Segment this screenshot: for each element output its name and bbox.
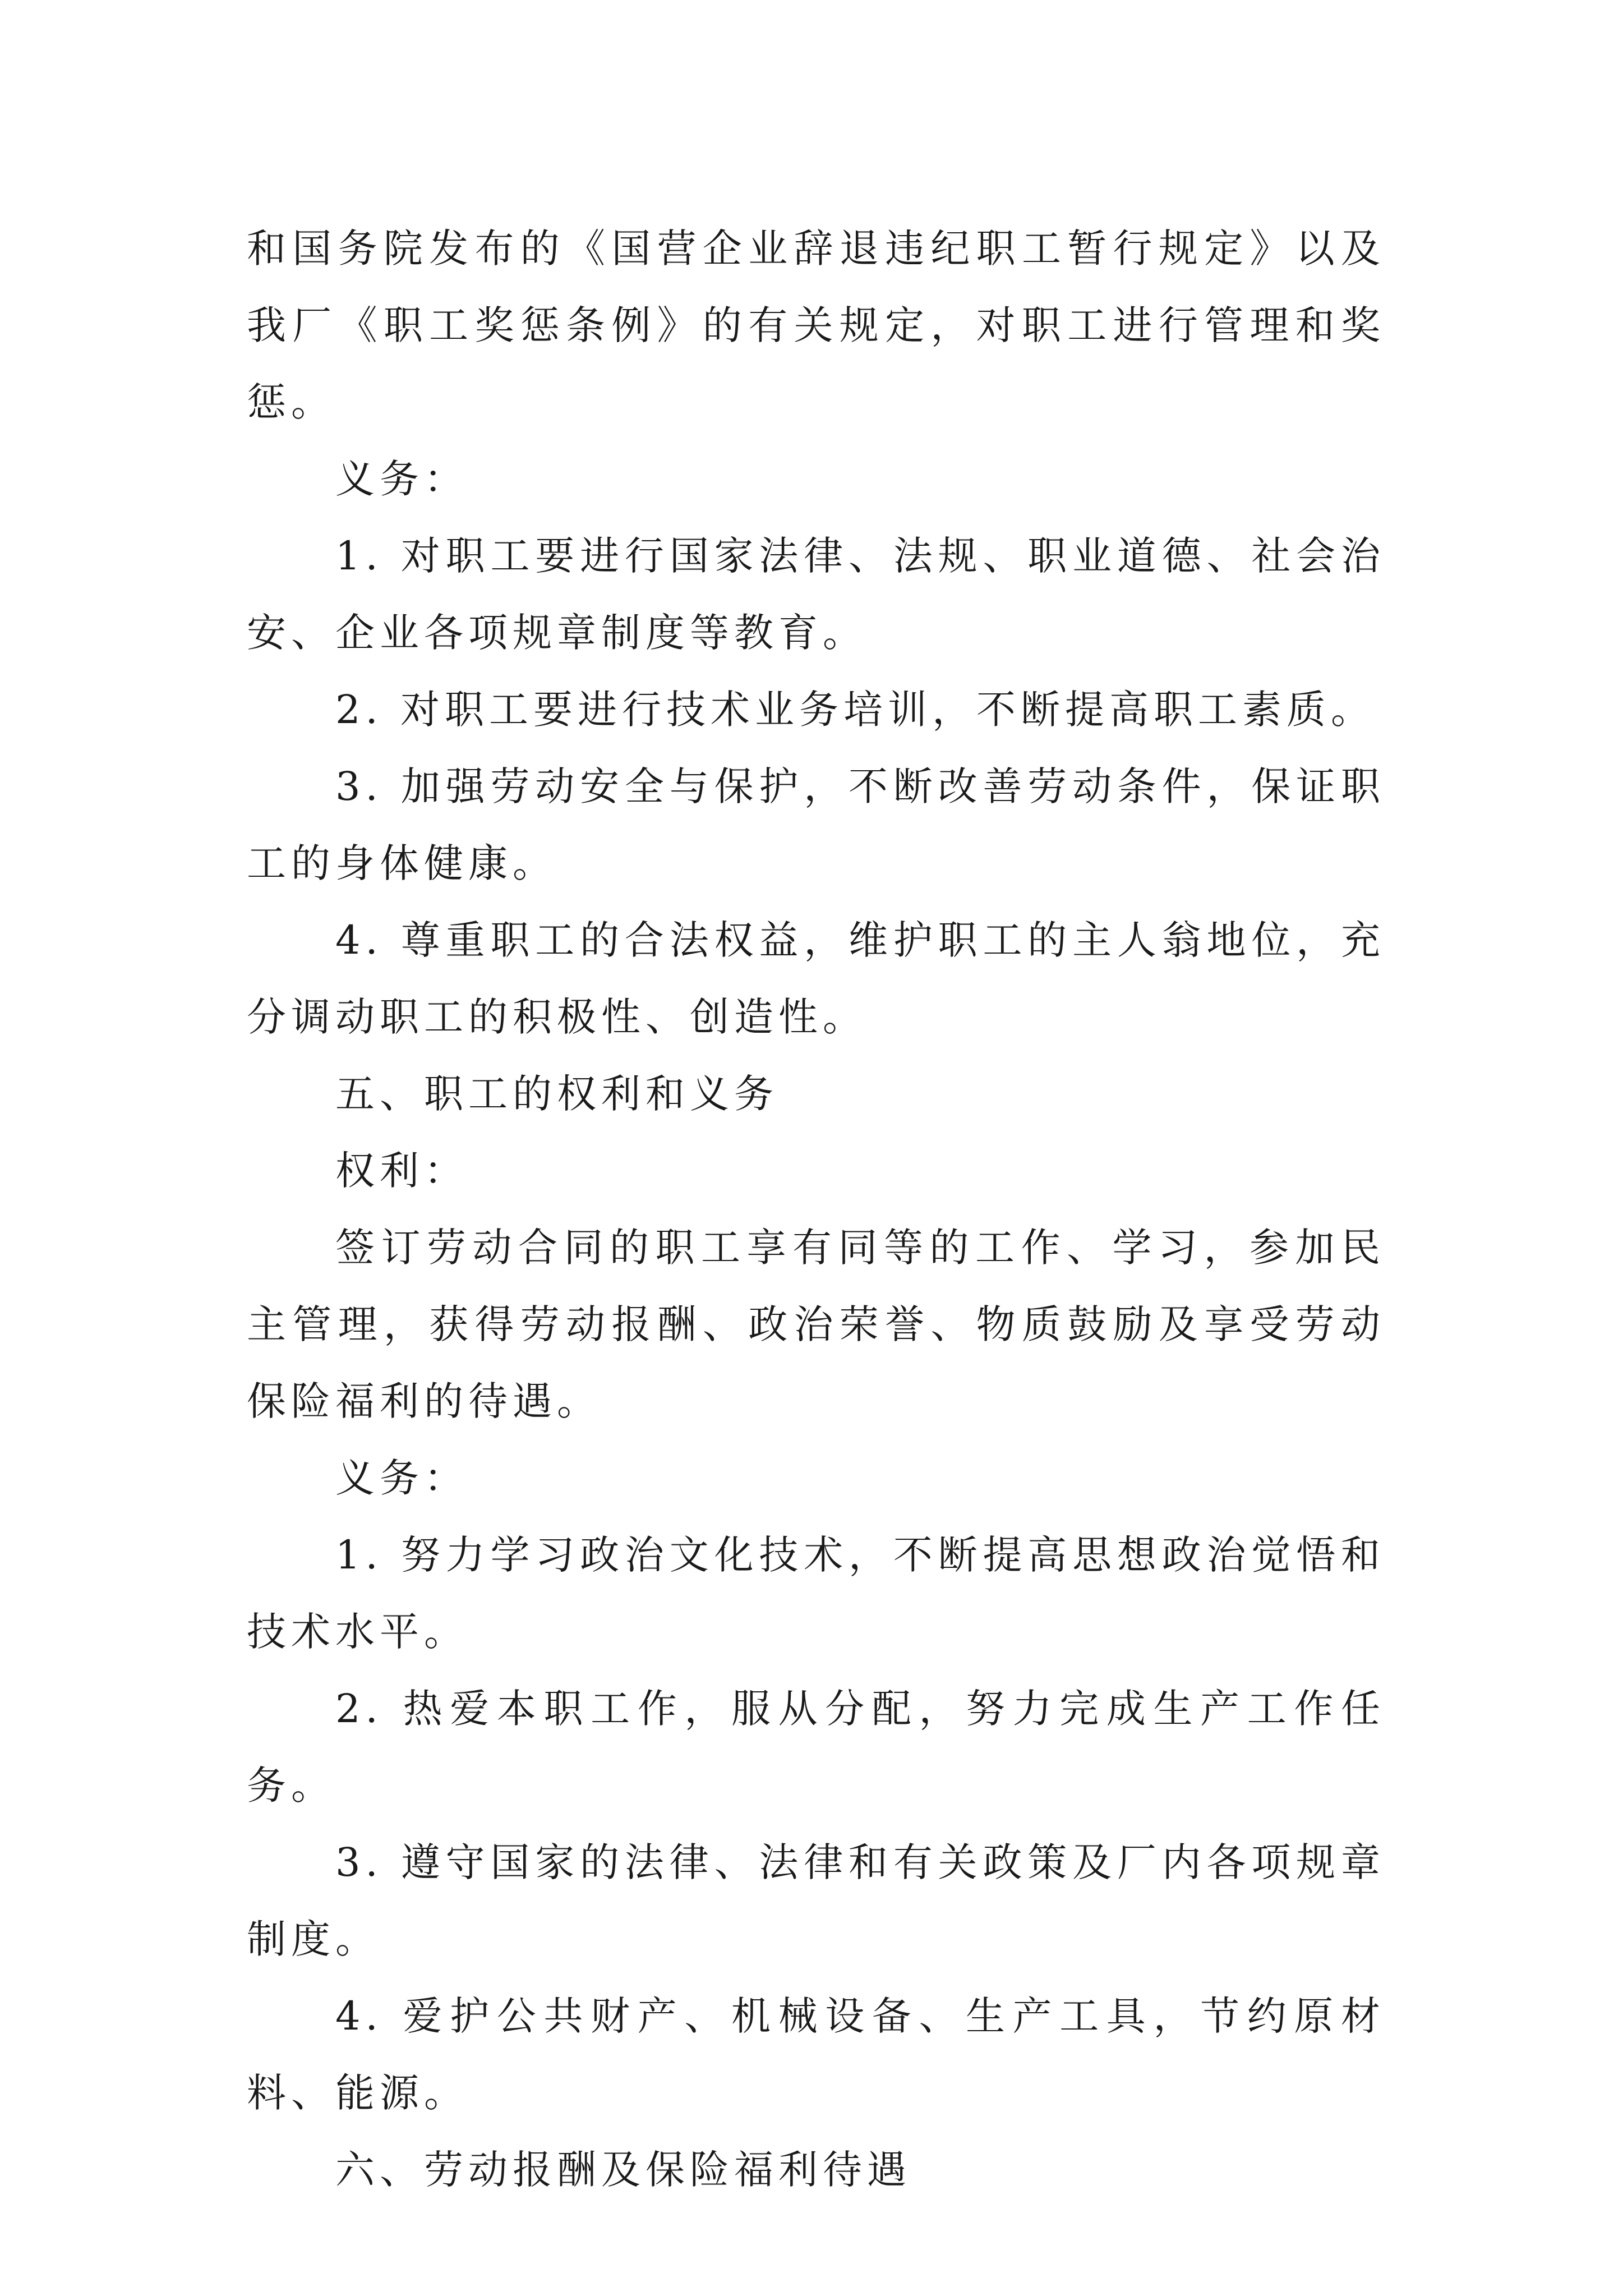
heading-worker-rights: 权利： — [335, 1148, 468, 1194]
employer-duty-2: 2. 对职工要进行技术业务培训，不断提高职工素质。 — [335, 687, 1376, 733]
worker-duty-1: 1. 努力学习政治文化技术，不断提高思想政治觉悟和技术水平。 — [247, 1532, 1385, 1655]
section-heading-5: 五、职工的权利和义务 — [335, 1071, 778, 1117]
document-body — [247, 210, 1385, 2208]
worker-rights-text: 签订劳动合同的职工享有同等的工作、学习，参加民主管理，获得劳动报酬、政治荣誉、物质鼓励及享受劳动保险福利的待遇。 — [247, 1225, 1385, 1424]
paragraph-continuation: 和国务院发布的《国营企业辞退违纪职工暂行规定》以及我厂《职工奖惩条例》的有关规定，对职工进行管理和奖惩。 — [247, 226, 1385, 425]
worker-duty-4: 4. 爱护公共财产、机械设备、生产工具，节约原材料、能源。 — [247, 1993, 1385, 2116]
employer-duty-4: 4. 尊重职工的合法权益，维护职工的主人翁地位，充分调动职工的积极性、创造性。 — [247, 917, 1385, 1040]
worker-duty-2: 2. 热爱本职工作，服从分配，努力完成生产工作任务。 — [247, 1686, 1385, 1809]
heading-employer-duties: 义务： — [335, 456, 468, 502]
heading-worker-duties: 义务： — [335, 1455, 468, 1501]
employer-duty-3: 3. 加强劳动安全与保护，不断改善劳动条件，保证职工的身体健康。 — [247, 763, 1385, 886]
employer-duty-1: 1. 对职工要进行国家法律、法规、职业道德、社会治安、企业各项规章制度等教育。 — [247, 533, 1385, 656]
worker-duty-3: 3. 遵守国家的法律、法律和有关政策及厂内各项规章制度。 — [247, 1839, 1385, 1962]
section-heading-6: 六、劳动报酬及保险福利待遇 — [335, 2147, 911, 2193]
